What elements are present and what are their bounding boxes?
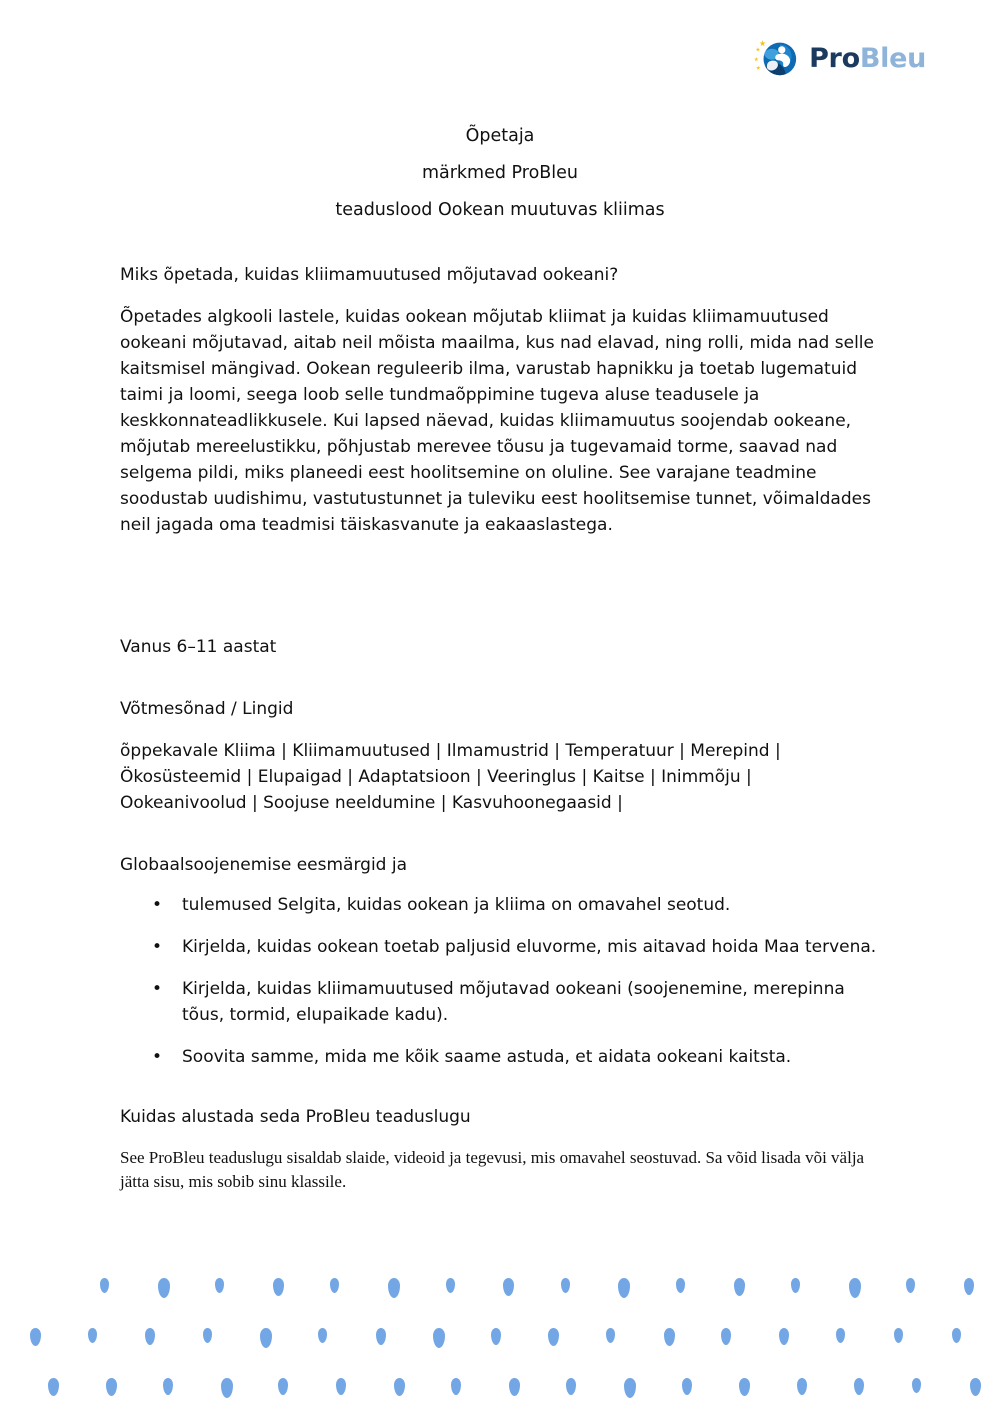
why-teach-heading: Miks õpetada, kuidas kliimamuutused mõjutavad ookeani? (120, 265, 619, 285)
water-drop-icon (221, 1378, 233, 1398)
probleu-globe-logo (752, 34, 800, 82)
header-line-role: Õpetaja (465, 126, 535, 146)
how-to-start-paragraph: See ProBleu teaduslugu sisaldab slaide, videoid ja tegevusi, mis omavahel seostuvad. Sa võid lisada või välja jätta sisu, mis sobib sinu klassile. (120, 1148, 865, 1191)
water-drop-icon (491, 1328, 501, 1345)
water-drop-icon (394, 1378, 405, 1396)
water-drop-icon (433, 1328, 445, 1348)
water-drop-icon (203, 1328, 212, 1343)
list-item (120, 892, 880, 918)
keywords-list: õppekavale Kliima | Kliimamuutused | Ilmamustrid | Temperatuur | Merepind | Ökosüsteemid | Elupaigad | Adaptatsioon | Veeringlus | Kaitse | Inimmõju | Ookeanivoolud | Soojuse neeldumine | Kasvuhoonegaasid | (120, 741, 781, 813)
goals-heading: Globaalsoojenemise eesmärgid ja (120, 855, 408, 875)
water-drop-icon (330, 1278, 339, 1293)
water-drop-icon (894, 1328, 903, 1343)
water-drop-icon (682, 1378, 692, 1395)
water-drop-icon (388, 1278, 400, 1298)
water-drop-icon (163, 1378, 173, 1395)
list-item-label: tulemused Selgita, kuidas ookean ja kliima on omavahel seotud. (182, 895, 731, 915)
bullet-icon: • (152, 937, 163, 957)
probleu-logo (752, 34, 926, 82)
water-drop-icon (336, 1378, 346, 1395)
drop-row-2 (0, 1328, 1000, 1354)
age-range-line: Vanus 6–11 aastat (120, 637, 277, 657)
list-item-label: Soovita samme, mida me kõik saame astuda, et aidata ookeani kaitsta. (182, 1047, 792, 1067)
probleu-wordmark (809, 42, 926, 74)
header-line-notes: märkmed ProBleu (421, 163, 579, 183)
water-drop-icon (451, 1378, 461, 1395)
list-item (120, 1044, 880, 1070)
water-drop-icon (48, 1378, 59, 1396)
water-drop-icon (952, 1328, 961, 1343)
water-drop-icon (376, 1328, 386, 1345)
water-drop-icon (797, 1378, 807, 1395)
document-body (120, 262, 880, 1194)
water-drop-icon (566, 1378, 576, 1395)
water-drop-icon (260, 1328, 272, 1348)
wordmark-pro: Pro (809, 42, 860, 74)
keywords-heading: Võtmesõnad / Lingid (120, 699, 294, 719)
water-drop-icon (215, 1278, 224, 1293)
water-drop-icon (88, 1328, 97, 1343)
bullet-icon: • (152, 895, 163, 915)
water-drop-icon (318, 1328, 327, 1343)
water-drop-pattern (0, 1265, 1000, 1415)
list-item (120, 976, 880, 1028)
water-drop-icon (509, 1378, 520, 1396)
water-drop-icon (503, 1278, 514, 1296)
water-drop-icon (561, 1278, 570, 1293)
water-drop-icon (791, 1278, 800, 1293)
list-item-label: Kirjelda, kuidas ookean toetab paljusid eluvorme, mis aitavad hoida Maa tervena. (182, 937, 877, 957)
drop-row-1 (0, 1278, 1000, 1304)
wordmark-bleu: Bleu (859, 42, 926, 74)
water-drop-icon (849, 1278, 861, 1298)
bullet-icon: • (152, 1047, 163, 1067)
water-drop-icon (606, 1328, 615, 1343)
header-line-title: teaduslood Ookean muutuvas kliimas (335, 200, 665, 220)
document-header (0, 118, 1000, 229)
how-to-start-heading: Kuidas alustada seda ProBleu teaduslugu (120, 1107, 471, 1127)
bullet-icon: • (152, 979, 163, 999)
water-drop-icon (906, 1278, 915, 1293)
eu-stars-icon (754, 40, 765, 70)
list-item-label: Kirjelda, kuidas kliimamuutused mõjutavad ookeani (soojenemine, merepinna tõus, tormid, elupaikade kadu). (182, 979, 845, 1025)
why-teach-paragraph: Õpetades algkooli lastele, kuidas ookean mõjutab kliimat ja kuidas kliimamuutused ookeani mõjutavad, aitab neil mõista maailma, kus nad elavad, ning rolli, mida nad selle kaitsmisel mängivad. Ookean reguleerib ilma, varustab hapnikku ja toetab lugematuid taimi ja loomi, seega loob selle tundmaõppimine tugeva aluse teadusele ja keskkonnateadlikkusele. Kui lapsed näevad, kuidas kliimamuutus soojendab ookeane, mõjutab mereelustikku, põhjustab merevee tõusu ja tugevamaid torme, saavad nad selgema pildi, miks planeedi eest hoolitsemine on oluline. See varajane teadmine soodustab uudishimu, vastutustunnet ja tuleviku eest hoolitsemise tunnet, võimaldades neil jagada oma teadmisi täiskasvanute ja eakaaslastega. (120, 307, 874, 535)
water-drop-icon (912, 1378, 921, 1393)
water-drop-icon (145, 1328, 155, 1345)
goals-list (120, 892, 880, 1070)
water-drop-icon (278, 1378, 288, 1395)
water-drop-icon (664, 1328, 675, 1346)
water-drop-icon (970, 1378, 981, 1396)
water-drop-icon (273, 1278, 284, 1296)
water-drop-icon (836, 1328, 845, 1343)
water-drop-icon (624, 1378, 636, 1398)
water-drop-icon (548, 1328, 559, 1346)
water-drop-icon (721, 1328, 731, 1345)
drop-row-3 (0, 1378, 1000, 1404)
water-drop-icon (618, 1278, 630, 1298)
water-drop-icon (30, 1328, 41, 1346)
water-drop-icon (106, 1378, 117, 1396)
water-drop-icon (739, 1378, 750, 1396)
water-drop-icon (676, 1278, 685, 1293)
water-drop-icon (158, 1278, 170, 1298)
water-drop-icon (854, 1378, 864, 1395)
water-drop-icon (779, 1328, 789, 1345)
water-drop-icon (446, 1278, 455, 1293)
water-drop-icon (964, 1278, 974, 1295)
water-drop-icon (734, 1278, 745, 1296)
water-drop-icon (100, 1278, 109, 1293)
list-item (120, 934, 880, 960)
